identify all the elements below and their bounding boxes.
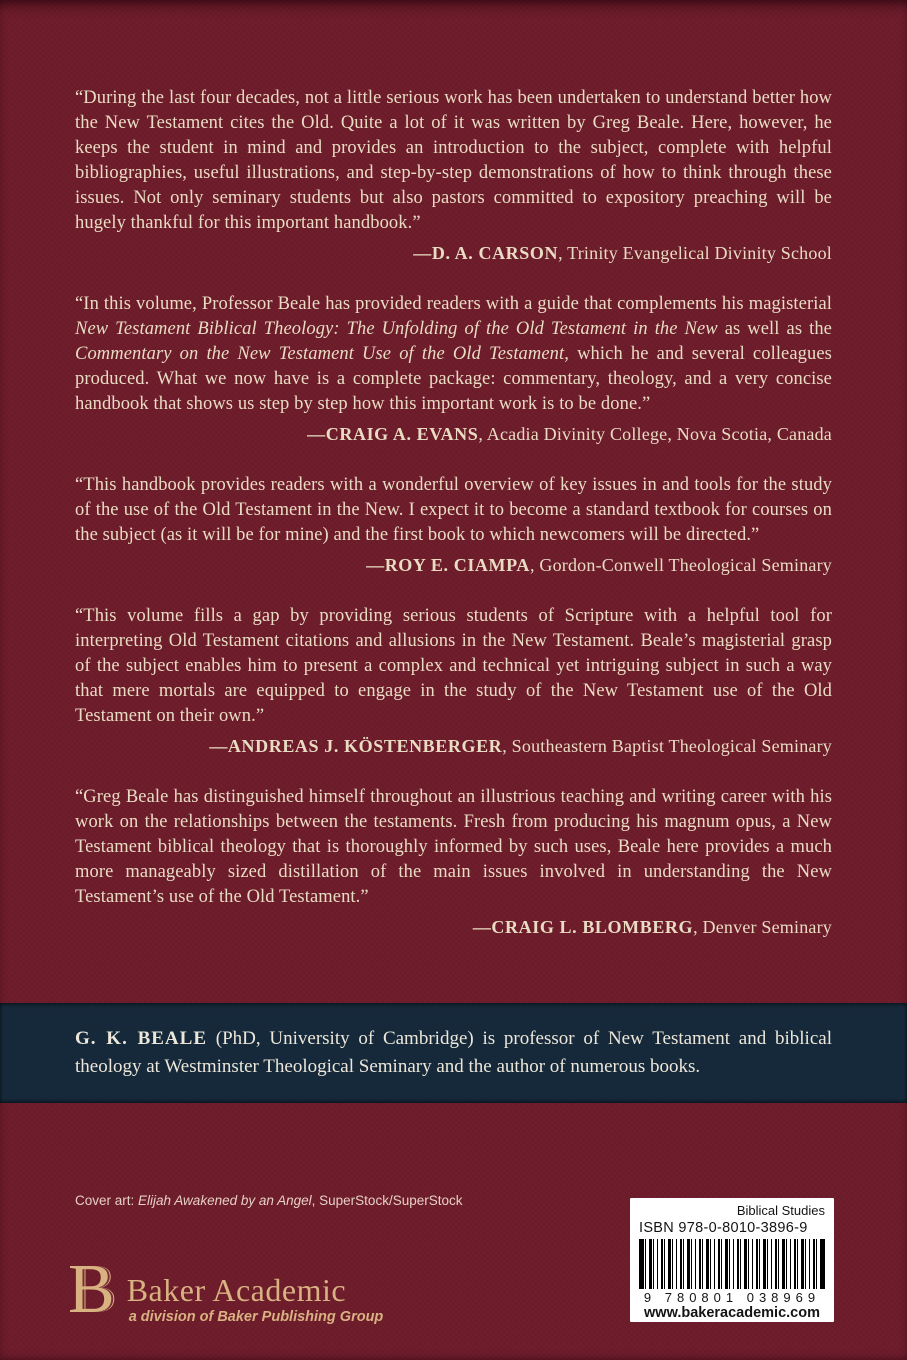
endorsement-quote <box>75 473 832 548</box>
endorsement-quote <box>75 86 832 236</box>
barcode-digits: 9 780801 038969 <box>643 1290 821 1305</box>
author-bio-text <box>75 1025 832 1081</box>
endorsements-section <box>75 86 832 966</box>
publisher-name: Baker Academic <box>126 1272 347 1308</box>
author-bio-rest: (PhD, University of Cambridge) is professor of New Testament and biblical theology at Westminster Theological Seminary and the author of numerous books. <box>75 1028 832 1077</box>
endorsement-attribution <box>75 915 832 940</box>
endorser-name: —CRAIG L. BLOMBERG <box>472 917 694 937</box>
quote-text: “Greg Beale has distinguished himself throughout an illustrious teaching and writing career with his work on the relationships between the testaments. Fresh from producing his magnum opus, a New Testament biblical theology that is thoroughly informed by such uses, Beale here provides a much more manageably sized distillation of the main issues involved in understanding the New Testament’s use of the Old Testament.” <box>75 787 832 907</box>
endorser-name: —ROY E. CIAMPA <box>366 555 530 575</box>
endorsement-block <box>75 86 832 266</box>
endorser-affiliation: , Trinity Evangelical Divinity School <box>558 243 832 263</box>
endorsement-quote <box>75 604 832 729</box>
book-title-italic: Commentary on the New Testament Use of the Old Testament <box>75 344 565 364</box>
endorser-affiliation: , Denver Seminary <box>693 917 832 937</box>
quote-text: , which he and several colleagues produced. What we now have is a complete package: commentary, theology, and a very concise handbook that shows us step by step how this important work is to be done.” <box>75 344 832 414</box>
quote-text: “In this volume, Professor Beale has provided readers with a guide that complements his magisterial <box>75 294 832 314</box>
quote-text: “This volume fills a gap by providing serious students of Scripture with a helpful tool for interpreting Old Testament citations and allusions in the New Testament. Beale’s magisterial grasp of the subject enables him to present a complex and technical yet intriguing subject in such a way that mere mortals are equipped to engage in the study of the New Testament use of the Old Testament on their own.” <box>75 606 832 726</box>
endorsement-quote <box>75 785 832 910</box>
cover-credit-suffix: , SuperStock/SuperStock <box>311 1193 463 1208</box>
endorsement-block <box>75 604 832 759</box>
cover-art-credit <box>75 1192 462 1210</box>
barcode-box <box>630 1198 834 1322</box>
endorsement-attribution <box>75 422 832 447</box>
endorser-name: —ANDREAS J. KÖSTENBERGER <box>209 736 503 756</box>
author-bio-band <box>0 1003 907 1103</box>
publisher-logo <box>68 1251 384 1328</box>
publisher-tagline: a division of Baker Publishing Group <box>128 1309 384 1325</box>
author-name: G. K. BEALE <box>75 1028 207 1049</box>
endorsement-attribution <box>75 553 832 578</box>
endorsement-attribution <box>75 241 832 266</box>
endorsement-block <box>75 785 832 940</box>
barcode-isbn: ISBN 978-0-8010-3896-9 <box>639 1220 808 1236</box>
endorsement-quote <box>75 292 832 417</box>
endorser-affiliation: , Acadia Divinity College, Nova Scotia, Canada <box>478 424 832 444</box>
endorser-name: —CRAIG A. EVANS <box>307 424 479 444</box>
publisher-text <box>127 1274 384 1326</box>
endorser-affiliation: , Southeastern Baptist Theological Seminary <box>502 736 832 756</box>
quote-text: as well as the <box>717 319 832 339</box>
quote-text: “During the last four decades, not a little serious work has been undertaken to understand better how the New Testament cites the Old. Quite a lot of it was written by Greg Beale. Here, however, he keeps the student in mind and provides an introduction to the subject, complete with helpful bibliographies, useful illustrations, and step-by-step demonstrations of how to think through these issues. Not only seminary students but also pastors committed to expository preaching will be hugely thankful for this important handbook.” <box>75 88 832 233</box>
cover-credit-prefix: Cover art: <box>75 1193 139 1208</box>
cover-art-title: Elijah Awakened by an Angel <box>138 1193 312 1208</box>
quote-text: “This handbook provides readers with a wonderful overview of key issues in and tools for the study of the use of the Old Testament in the New. I expect it to become a standard textbook for courses on the subject (as it will be for mine) and the first book to which newcomers will be directed.” <box>75 475 832 545</box>
book-title-italic: New Testament Biblical Theology: The Unfolding of the Old Testament in the New <box>75 319 718 339</box>
endorsement-block <box>75 473 832 578</box>
endorsement-attribution <box>75 734 832 759</box>
endorser-affiliation: , Gordon-Conwell Theological Seminary <box>529 555 832 575</box>
barcode-bars-icon <box>639 1239 825 1289</box>
barcode-category: Biblical Studies <box>736 1203 825 1218</box>
endorsement-block <box>75 292 832 447</box>
publisher-website: www.bakeracademic.com <box>644 1305 820 1321</box>
baker-monogram-icon: B <box>68 1251 115 1328</box>
endorser-name: —D. A. CARSON <box>413 243 559 263</box>
